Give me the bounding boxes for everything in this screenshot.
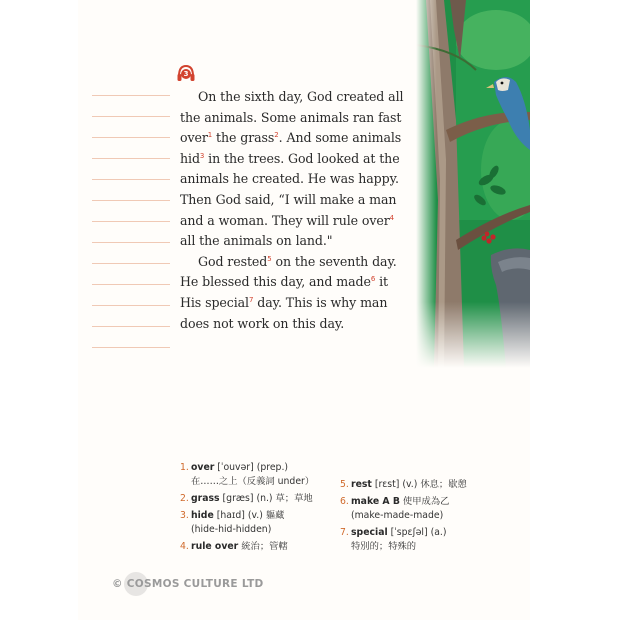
vocab-definition: [haɪd] (v.) 軀藏 xyxy=(213,510,285,521)
vocab-number: 3. xyxy=(180,510,189,521)
vocab-column-1 xyxy=(180,461,332,557)
vocab-word: make A B xyxy=(351,496,400,507)
vocab-word: rest xyxy=(351,479,372,490)
vocab-number: 4. xyxy=(180,541,189,552)
footnote-marker: 7 xyxy=(248,295,254,304)
vocab-note: (make-made-made) xyxy=(351,510,444,521)
footnote-marker: 1 xyxy=(207,131,213,140)
footnote-marker: 4 xyxy=(389,213,395,222)
vocab-item xyxy=(340,526,490,554)
story-text-segment: God rested xyxy=(198,253,268,269)
vocab-word: hide xyxy=(191,510,214,521)
vocab-definition: [græs] (n.) 草；草地 xyxy=(219,493,313,504)
vocab-definition: [ˈouvər] (prep.) xyxy=(214,462,289,473)
vocab-definition: [rɛst] (v.) 休息；歇憩 xyxy=(371,479,467,490)
vocab-note: 在……之上（反義詞 under） xyxy=(191,476,315,487)
audio-track-number: 3 xyxy=(181,69,191,79)
story-text-segment: the grass xyxy=(212,130,275,146)
vocab-item xyxy=(180,492,332,506)
vocab-number: 7. xyxy=(340,527,349,538)
vocab-number: 2. xyxy=(180,493,189,504)
story-text-segment: on the seventh day. He blessed this day, and made xyxy=(180,253,397,290)
vocab-item xyxy=(180,540,332,554)
vocab-word: special xyxy=(351,527,388,538)
vocab-definition: 使甲成為乙 xyxy=(399,496,450,507)
vocab-note: 特別的；特殊的 xyxy=(351,541,417,552)
footnote-marker: 3 xyxy=(199,151,205,160)
vocab-note: (hide-hid-hidden) xyxy=(191,524,272,535)
forest-illustration xyxy=(416,0,530,368)
footnote-marker: 2 xyxy=(274,131,279,140)
story-paragraph-1 xyxy=(180,87,404,252)
story-text-segment: . And some animals hid xyxy=(180,130,402,166)
footnote-marker: 6 xyxy=(370,275,376,284)
copyright-watermark: © COSMOS CULTURE LTD xyxy=(112,578,264,590)
story-text-segment: it His special xyxy=(180,274,389,310)
story-text-segment: day. This is why man does not work on this day. xyxy=(180,294,388,331)
vocab-item xyxy=(340,478,490,492)
vocab-column-2 xyxy=(340,478,490,557)
vocab-definition: [ˈspɛʃəl] (a.) xyxy=(387,527,447,538)
story-text-segment: in the trees. God looked at the animals he created. He was happy. Then God said, “I will make a man and a woman. They will rule over xyxy=(180,150,400,228)
vocab-word: grass xyxy=(191,493,220,504)
vocab-item xyxy=(340,495,490,523)
story-text-segment: On the sixth day, God created all the animals. Some animals ran fast over xyxy=(180,89,404,146)
vocab-item xyxy=(180,461,332,489)
vocab-item xyxy=(180,509,332,537)
vocab-definition: 統治；管轄 xyxy=(238,541,288,552)
vocab-word: over xyxy=(191,462,215,473)
vocab-number: 1. xyxy=(180,462,189,473)
story-text-segment: all the animals on land." xyxy=(180,233,333,249)
vocab-word: rule over xyxy=(191,541,239,552)
note-lines xyxy=(92,95,170,368)
footnote-marker: 5 xyxy=(267,254,272,263)
story-text xyxy=(180,87,404,334)
story-paragraph-2 xyxy=(180,252,404,334)
vocab-number: 5. xyxy=(340,479,349,490)
vocab-number: 6. xyxy=(340,496,349,507)
